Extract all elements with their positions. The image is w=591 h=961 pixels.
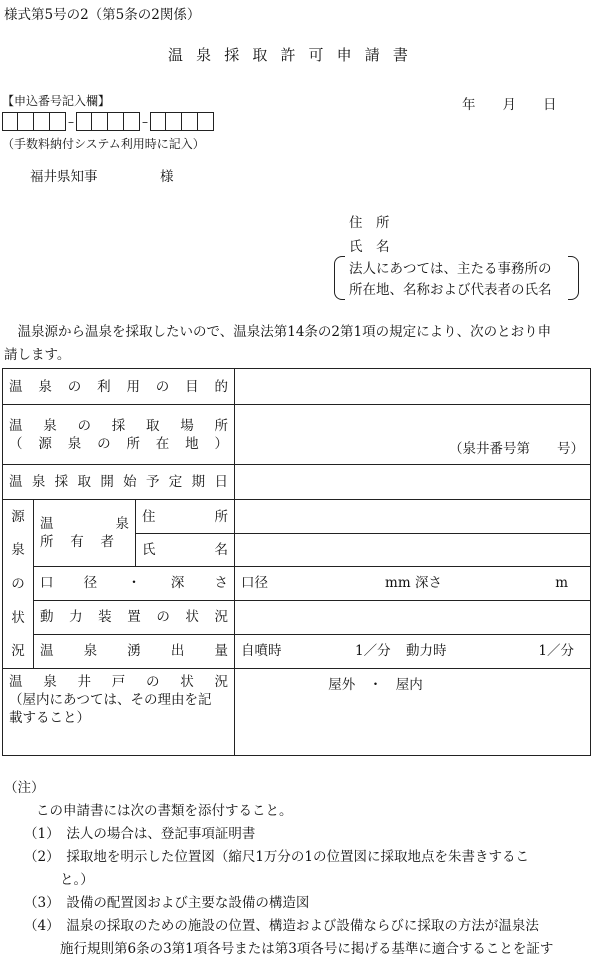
application-number-boxes[interactable] [2,112,214,131]
page-title: 温 泉 採 取 許 可 申 請 書 [168,46,408,64]
intro-line-2: 請します。 [4,347,71,363]
honorific: 様 [160,169,174,185]
source-status-char: 況 [11,643,25,660]
source-status-char: の [11,575,25,592]
power-value[interactable] [235,600,591,634]
well-status-label: 温 泉 井 戸 の 状 況 （屋内にあつては、その理由を記 載すること） [3,669,235,756]
purpose-value[interactable] [235,369,591,405]
location-label: 温 泉 の 採 取 場 所 （ 源 泉 の 所 在 地 ） [3,405,235,465]
number-group-3[interactable] [150,112,214,131]
table-row [3,567,591,600]
yield-value[interactable] [235,634,591,668]
table-row [3,600,591,634]
corporation-note-line-1: 法人にあつては、主たる事務所の [349,261,552,277]
applicant-address-label: 住 所 [349,215,390,231]
source-status-char: 状 [11,609,25,626]
right-bracket [568,256,579,300]
location-value[interactable] [235,405,591,465]
power-label: 動 力 装 置 の 状 況 [34,600,235,634]
intro-line-1: 温泉源から温泉を採取したいので、温泉法第14条の2第1項の規定により、次のとおり申 [4,324,552,340]
owner-address-value[interactable] [235,500,591,534]
number-group-2[interactable] [76,112,140,131]
applicant-name-label: 氏 名 [349,239,390,255]
date-field: 年 月 日 [462,97,557,113]
owner-label: 温 泉 所 有 者 [34,500,136,567]
table-row [3,634,591,668]
source-status-char: 源 [11,508,25,525]
purpose-label: 温 泉 の 利 用 の 目 的 [3,369,235,405]
bore-unit: mm [385,575,411,592]
natural-flow-label: 自噴時 [241,643,282,660]
note-item: 施行規則第6条の3第1項各号または第3項各号に掲げる基準に適合することを証す [60,941,554,957]
depth-label: 深さ [415,575,443,592]
start-date-label: 温 泉 採 取 開 始 予 定 期 日 [3,465,235,500]
owner-name-label: 氏 名 [136,534,235,567]
table-row [3,369,591,405]
bore-label: 口径 [241,575,269,592]
table-row [3,405,591,465]
form-number: 様式第5号の2（第5条の2関係） [4,7,201,23]
table-row [3,500,591,534]
dash-separator: – [142,114,148,129]
natural-flow-unit: 1／分 [355,643,391,660]
table-row [3,669,591,756]
depth-unit: m [555,575,568,592]
well-status-note-1: （屋内にあつては、その理由を記 [9,692,212,708]
notes-section [4,777,589,961]
source-status-char: 泉 [11,542,25,559]
note-item: （3） 設備の配置図および主要な設備の構造図 [24,895,310,911]
owner-address-label: 住 所 [136,500,235,534]
note-item: （1） 法人の場合は、登記事項証明書 [24,826,256,842]
source-status-label [3,500,34,669]
application-number-note: （手数料納付システム利用時に記入） [2,137,205,151]
powered-flow-label: 動力時 [406,643,447,660]
addressee: 福井県知事 [30,169,98,185]
well-number: （泉井番号第 号） [449,441,584,457]
bore-depth-label: 口 径 ・ 深 さ [34,567,235,600]
well-status-value[interactable] [235,669,591,756]
start-date-value[interactable] [235,465,591,500]
left-bracket [334,256,345,300]
table-row [3,465,591,500]
well-status-note-2: 載すること） [9,710,90,726]
indoor-outdoor-options: 屋外 ・ 屋内 [328,677,423,693]
powered-flow-unit: 1／分 [538,643,574,660]
application-number-label: 【申込番号記入欄】 [2,94,111,108]
bore-depth-value[interactable] [235,567,591,600]
notes-heading: （注） [4,780,45,796]
yield-label: 温 泉 湧 出 量 [34,634,235,668]
note-item: （2） 採取地を明示した位置図（縮尺1万分の1の位置図に採取地点を朱書きするこ [24,849,530,865]
number-group-1[interactable] [2,112,66,131]
note-item: （4） 温泉の採取のための施設の位置、構造および設備ならびに採取の方法が温泉法 [24,918,539,934]
owner-name-value[interactable] [235,534,591,567]
application-table [2,368,591,756]
notes-intro: この申請書には次の書類を添付すること。 [36,803,293,819]
corporation-note-line-2: 所在地、名称および代表者の氏名 [349,282,552,298]
dash-separator: – [68,114,74,129]
note-item: と。） [60,872,94,888]
